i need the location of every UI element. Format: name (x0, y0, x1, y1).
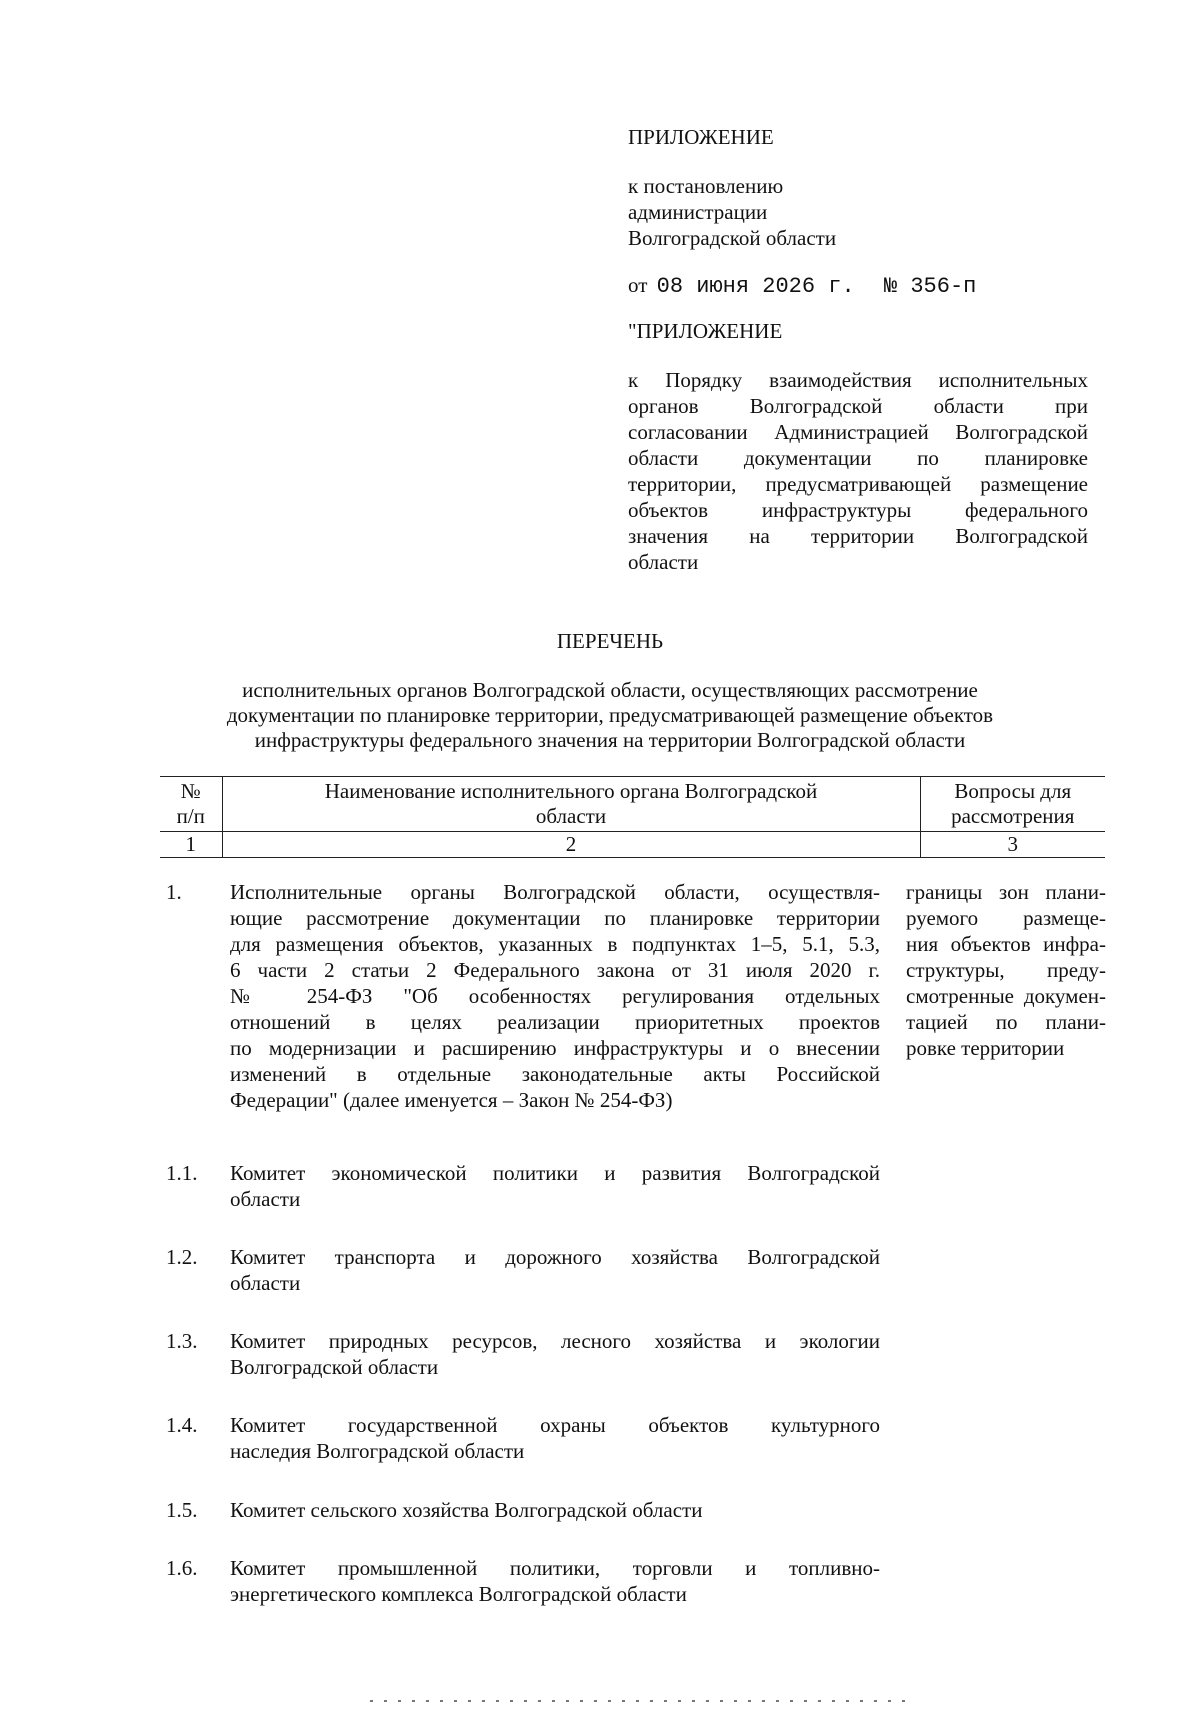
item-number: 1.2. (166, 1245, 198, 1269)
subtitle-line: исполнительных органов Волгоградской области, осуществляющих рассмотрение (242, 678, 978, 702)
order-line: области документации по планировке (628, 446, 1088, 470)
order-line: согласовании Администрацией Волгоградской (628, 420, 1088, 444)
item-line: ющие рассмотрение документации по планировке территории (230, 906, 880, 930)
item-line: для размещения объектов, указанных в подпунктах 1–5, 5.1, 5.3, (230, 932, 880, 956)
subtitle-line: инфраструктуры федерального значения на территории Волгоградской области (254, 728, 966, 752)
col-num-header (160, 777, 222, 832)
item-text (230, 1412, 880, 1464)
item-line: Комитет транспорта и дорожного хозяйства Волгоградской (230, 1245, 880, 1269)
col-name-header-line: области (535, 804, 607, 828)
question-line: структуры, преду- (906, 958, 1106, 982)
item-number: 1.4. (166, 1413, 198, 1437)
item-number: 1.5. (166, 1498, 198, 1522)
item-line: по модернизации и расширению инфраструктуры и о внесении (230, 1036, 880, 1060)
subtitle-line: документации по планировке территории, предусматривающей размещение объектов (226, 703, 994, 727)
item-number: 1.1. (166, 1161, 198, 1185)
question-line: границы зон плани- (906, 880, 1106, 904)
col-number: 1 (160, 832, 222, 858)
col-number: 2 (222, 832, 920, 858)
appendix-title: ПРИЛОЖЕНИЕ (628, 125, 774, 149)
col-num-header-line: п/п (176, 804, 205, 828)
item-line: отношений в целях реализации приоритетных проектов (230, 1010, 880, 1034)
item-text (230, 1160, 880, 1212)
item-line: Комитет промышленной политики, торговли и топливно- (230, 1556, 880, 1580)
item-text (230, 879, 880, 1113)
item-line: области (230, 1187, 301, 1211)
item-text (230, 1328, 880, 1380)
col-name-header (222, 777, 920, 832)
scan-artifact-divider (370, 1700, 910, 1702)
item-line: Комитет природных ресурсов, лесного хозяйства и экологии (230, 1329, 880, 1353)
order-reference (628, 367, 1088, 575)
question-line: тацией по плани- (906, 1010, 1106, 1034)
col-questions-header-line: Вопросы для (954, 779, 1072, 803)
decree-number: № 356-п (883, 274, 977, 299)
item-line: 6 части 2 статьи 2 Федерального закона от 31 июля 2020 г. (230, 958, 880, 982)
order-line: значения на территории Волгоградской (628, 524, 1088, 548)
decree-date: 08 июня 2026 г. (656, 274, 855, 299)
order-line: объектов инфраструктуры федерального (628, 498, 1088, 522)
date-prefix: от (628, 273, 648, 297)
item-number: 1.3. (166, 1329, 198, 1353)
item-number: 1.6. (166, 1556, 198, 1580)
decree-line: администрации (628, 200, 768, 224)
item-line: изменений в отдельные законодательные акты Российской (230, 1062, 880, 1086)
decree-line: к постановлению (628, 174, 784, 198)
item-line: наследия Волгоградской области (230, 1439, 525, 1463)
col-number: 3 (920, 832, 1105, 858)
question-line: смотренные докумен- (906, 984, 1106, 1008)
item-line: № 254-ФЗ "Об особенностях регулирования отдельных (230, 984, 880, 1008)
item-line: энергетического комплекса Волгоградской области (230, 1582, 687, 1606)
item-line: Федерации" (далее именуется – Закон № 254-ФЗ) (230, 1088, 673, 1112)
question-line: ния объектов инфра- (906, 932, 1106, 956)
item-line: Исполнительные органы Волгоградской области, осуществля- (230, 880, 880, 904)
item-questions (906, 879, 1106, 1061)
decree-line: Волгоградской области (628, 226, 837, 250)
item-line: Комитет экономической политики и развития Волгоградской (230, 1161, 880, 1185)
order-line: органов Волгоградской области при (628, 394, 1088, 418)
item-text (230, 1244, 880, 1296)
list-table-header (160, 776, 1105, 858)
item-line: Волгоградской области (230, 1355, 439, 1379)
question-line: ровке территории (906, 1036, 1065, 1060)
col-num-header-line: № (180, 779, 201, 803)
col-questions-header-line: рассмотрения (951, 804, 1075, 828)
decree-date-number (628, 272, 976, 300)
item-text (230, 1555, 880, 1607)
decree-reference (628, 173, 836, 251)
order-line: к Порядку взаимодействия исполнительных (628, 368, 1088, 392)
question-line: руемого размеще- (906, 906, 1106, 930)
col-questions-header (920, 777, 1105, 832)
item-number: 1. (166, 880, 182, 904)
col-name-header-line: Наименование исполнительного органа Волгоградской (324, 779, 818, 803)
item-line: области (230, 1271, 301, 1295)
order-line: территории, предусматривающей размещение (628, 472, 1088, 496)
list-subtitle (150, 678, 1070, 753)
appendix-title-2: "ПРИЛОЖЕНИЕ (628, 319, 783, 343)
item-line: Комитет государственной охраны объектов культурного (230, 1413, 880, 1437)
item-text (230, 1497, 880, 1523)
item-line: Комитет сельского хозяйства Волгоградской области (230, 1498, 703, 1522)
order-line: области (628, 550, 699, 574)
list-heading: ПЕРЕЧЕНЬ (556, 629, 664, 653)
